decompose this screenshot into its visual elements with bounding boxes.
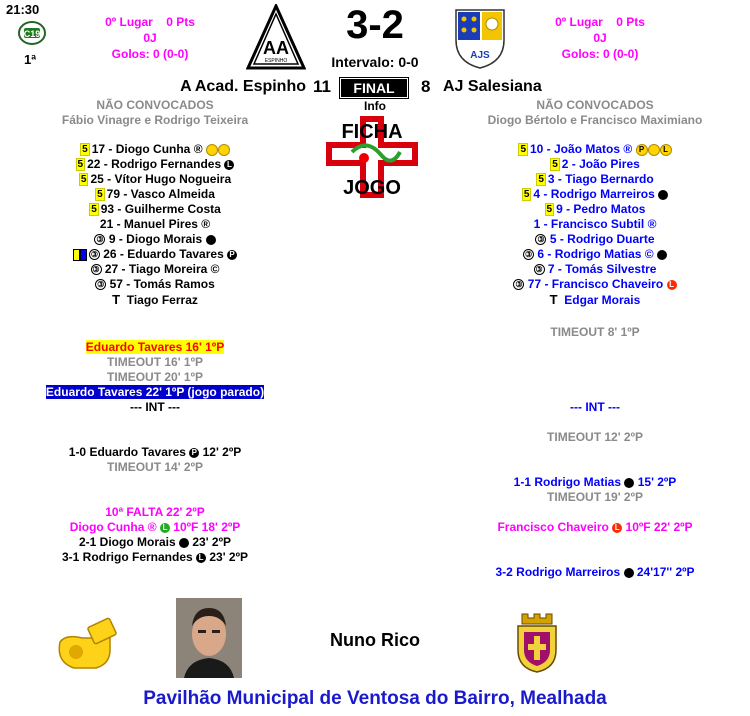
- referee-name: Nuno Rico: [330, 630, 420, 650]
- event-foul-count: 10ª FALTA 22' 2ºP: [105, 505, 205, 519]
- event-interval: --- INT ---: [570, 400, 620, 414]
- home-games: 0J: [143, 31, 157, 45]
- roster-row[interactable]: 5 93 - Guilherme Costa: [91, 202, 221, 216]
- away-not-called: [470, 98, 720, 128]
- ball-icon: L: [196, 553, 206, 563]
- home-goals: Golos: 0 (0-0): [111, 47, 189, 61]
- ball-icon: [657, 250, 667, 260]
- roster-row[interactable]: ③ 77 - Francisco Chaveiro L: [470, 277, 720, 292]
- home-roster: [30, 142, 280, 307]
- roster-row[interactable]: 5 22 - Rodrigo Fernandes L: [30, 157, 280, 172]
- roster-row[interactable]: 5 9 - Pedro Matos: [546, 202, 646, 216]
- event-goal: 2-1 Diogo Morais 23' 2ºP: [79, 535, 231, 549]
- referee-photo: [176, 598, 242, 678]
- yellow-card-icon: [73, 249, 80, 261]
- home-pts: 0 Pts: [166, 15, 195, 29]
- roster-row[interactable]: 1 - Francisco Subtil ®: [533, 217, 657, 231]
- roster-row[interactable]: 5 79 - Vasco Almeida: [97, 187, 215, 201]
- event-foul: Diogo Cunha ® L 10ºF 18' 2ºP: [69, 520, 241, 534]
- starter-icon: 5: [520, 144, 526, 156]
- home-team-name[interactable]: A Acad. Espinho: [180, 78, 306, 95]
- roster-row[interactable]: 5 25 - Vítor Hugo Nogueira: [80, 172, 232, 186]
- starter-icon: 5: [538, 174, 544, 186]
- home-not-called-title: NÃO CONVOCADOS: [96, 98, 214, 112]
- final-score: 3-2: [346, 3, 404, 47]
- event-interval: --- INT ---: [130, 400, 180, 414]
- svg-text:ESPINHO: ESPINHO: [264, 58, 288, 64]
- home-score: 11: [313, 77, 331, 96]
- event-goal: 1-1 Rodrigo Matias 15' 2ºP: [513, 475, 677, 489]
- foul-icon: L: [612, 523, 622, 533]
- match-sheet-button[interactable]: [322, 112, 422, 200]
- venue-name[interactable]: Pavilhão Municipal de Ventosa do Bairro, Mealhada: [143, 688, 607, 709]
- home-team-logo[interactable]: [246, 4, 306, 70]
- starter-icon: 5: [552, 159, 558, 171]
- event-goal: 3-1 Rodrigo Fernandes L 23' 2ºP: [62, 550, 248, 564]
- event-timeout: TIMEOUT 19' 2ºP: [547, 490, 643, 504]
- coach-icon: T: [112, 292, 121, 307]
- svg-text:JOGO: JOGO: [343, 177, 401, 199]
- svg-text:C19: C19: [23, 29, 41, 39]
- event-timeout: TIMEOUT 12' 2ºP: [547, 430, 643, 444]
- roster-row[interactable]: 21 - Manuel Pires ®: [99, 217, 211, 231]
- coach-icon: T: [549, 292, 558, 307]
- sub-icon: ③: [535, 265, 543, 275]
- starter-icon: 5: [77, 159, 84, 171]
- roster-row[interactable]: ③ 26 - Eduardo Tavares P: [30, 247, 280, 262]
- starter-icon: 5: [82, 144, 88, 156]
- blue-card-icon: [80, 249, 87, 261]
- halftime-score: Intervalo: 0-0: [331, 54, 419, 70]
- sub-icon: ③: [90, 250, 98, 260]
- away-events: [470, 325, 720, 580]
- sub-icon: ③: [524, 250, 533, 260]
- sub-icon: ③: [96, 235, 104, 245]
- ball-icon: [624, 568, 634, 578]
- away-goals: Golos: 0 (0-0): [561, 47, 639, 61]
- svg-text:AA: AA: [263, 38, 289, 58]
- away-not-called-names: Diogo Bértolo e Francisco Maximiano: [487, 113, 703, 127]
- roster-row[interactable]: 5 10 - João Matos ® P L: [470, 142, 720, 157]
- sub-icon: ③: [92, 265, 100, 275]
- roster-row[interactable]: ③ 27 - Tiago Moreira ©: [92, 262, 220, 276]
- svg-text:FICHA: FICHA: [341, 121, 403, 143]
- away-team-logo[interactable]: [452, 6, 508, 70]
- event-goal: 3-2 Rodrigo Marreiros 24'17'' 2ºP: [495, 565, 695, 579]
- home-not-called: [30, 98, 280, 128]
- svg-text:AJS: AJS: [470, 50, 490, 61]
- home-place: 0º Lugar: [105, 15, 153, 29]
- starter-icon: 5: [523, 189, 530, 201]
- home-not-called-names: Fábio Vinagre e Rodrigo Teixeira: [61, 113, 249, 127]
- roster-row[interactable]: 5 17 - Diogo Cunha ®: [30, 142, 280, 157]
- roster-row[interactable]: 5 4 - Rodrigo Marreiros: [470, 187, 720, 202]
- away-stats: [530, 14, 670, 62]
- event-blue-card: Eduardo Tavares 22' 1ºP (jogo parado): [45, 385, 265, 399]
- away-roster: [470, 142, 720, 307]
- score-line: [0, 77, 750, 97]
- away-team-name[interactable]: AJ Salesiana: [443, 78, 542, 95]
- ball-icon: [624, 478, 634, 488]
- sub-icon: ③: [97, 280, 105, 290]
- sub-icon: ③: [537, 235, 545, 245]
- goal-icon: [648, 144, 660, 156]
- away-not-called-title: NÃO CONVOCADOS: [536, 98, 654, 112]
- home-events: [30, 340, 280, 565]
- roster-row[interactable]: T Tiago Ferraz: [112, 292, 198, 307]
- ball-icon: [179, 538, 189, 548]
- roster-row[interactable]: ③ 57 - Tomás Ramos: [97, 277, 215, 291]
- roster-row[interactable]: ③ 9 - Diogo Morais: [30, 232, 280, 247]
- league-position: 1ª: [24, 52, 37, 67]
- ball-icon: P: [227, 250, 237, 260]
- event-timeout: TIMEOUT 14' 2ºP: [107, 460, 203, 474]
- goal-icon: [218, 144, 230, 156]
- city-crest-icon: [514, 610, 560, 674]
- roster-row[interactable]: ③ 7 - Tomás Silvestre: [535, 262, 657, 276]
- penalty-icon: P: [636, 144, 648, 156]
- roster-row[interactable]: 5 3 - Tiago Bernardo: [538, 172, 654, 186]
- away-games: 0J: [593, 31, 607, 45]
- ball-icon: [206, 235, 216, 245]
- event-timeout: TIMEOUT 8' 1ºP: [550, 325, 640, 339]
- starter-icon: 5: [546, 204, 553, 216]
- starter-icon: 5: [97, 189, 103, 201]
- penalty-icon: P: [189, 448, 199, 458]
- away-place: 0º Lugar: [555, 15, 603, 29]
- event-timeout: TIMEOUT 16' 1ºP: [107, 355, 203, 369]
- event-goal: 1-0 Eduardo Tavares P 12' 2ºP: [68, 445, 242, 459]
- match-time: 21:30: [6, 2, 40, 17]
- goal-icon: [206, 144, 218, 156]
- competition-badge-icon: [18, 20, 46, 46]
- goal-icon: L: [660, 144, 672, 156]
- whistle-icon: [52, 612, 118, 672]
- ball-icon: L: [224, 160, 234, 170]
- roster-row[interactable]: 5 2 - João Pires: [552, 157, 640, 171]
- roster-row[interactable]: ③ 6 - Rodrigo Matias ©: [470, 247, 720, 262]
- match-status-badge: FINAL: [340, 78, 408, 98]
- foul-icon: L: [160, 523, 170, 533]
- foul-icon: L: [667, 280, 677, 290]
- away-pts: 0 Pts: [616, 15, 645, 29]
- event-timeout: TIMEOUT 20' 1ºP: [107, 370, 203, 384]
- starter-icon: 5: [91, 204, 97, 216]
- event-yellow-card: Eduardo Tavares 16' 1ºP: [85, 340, 225, 354]
- home-stats: [80, 14, 220, 62]
- ball-icon: [658, 190, 668, 200]
- info-link[interactable]: Info: [364, 99, 386, 113]
- event-foul: Francisco Chaveiro L 10ºF 22' 2ºP: [497, 520, 693, 534]
- roster-row[interactable]: ③ 5 - Rodrigo Duarte: [537, 232, 655, 246]
- sub-icon: ③: [515, 280, 523, 290]
- away-score: 8: [421, 77, 431, 96]
- starter-icon: 5: [80, 174, 87, 186]
- roster-row[interactable]: T Edgar Morais: [549, 292, 641, 307]
